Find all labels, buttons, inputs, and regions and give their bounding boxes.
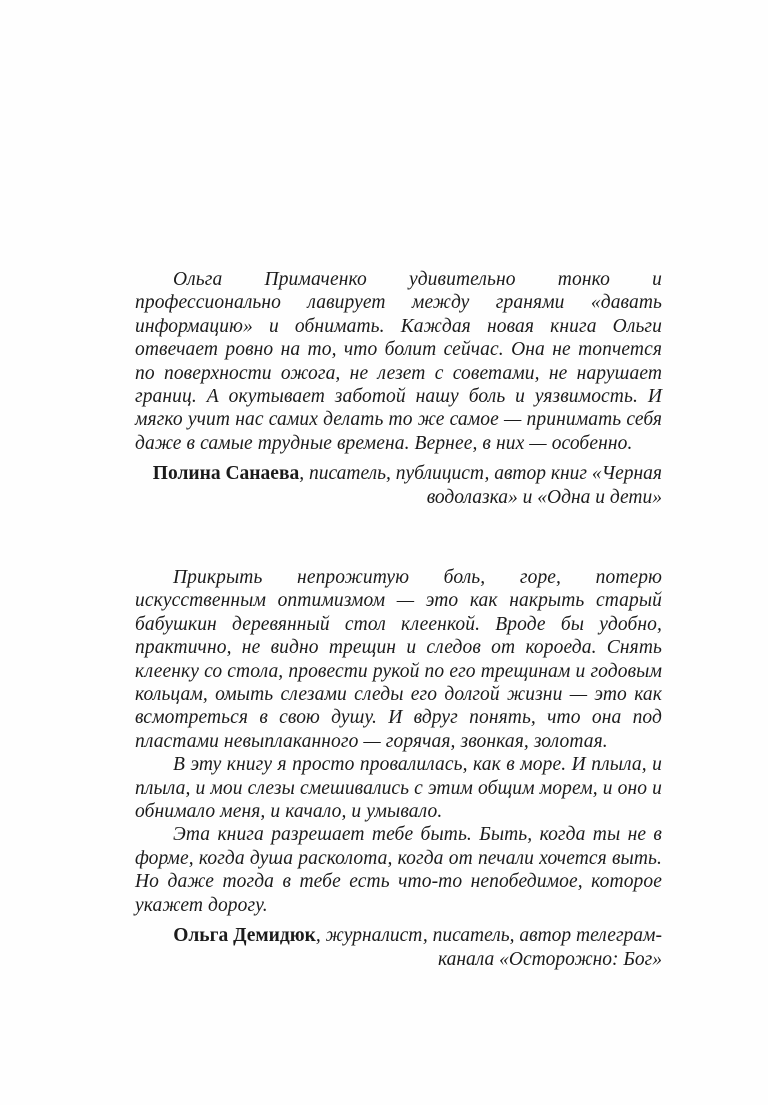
review-2-author-description: , журналист, писатель, автор телеграм-канала «Осторожно: Бог» — [315, 925, 662, 970]
review-2-attribution — [135, 924, 662, 971]
review-block-1 — [135, 268, 662, 509]
review-2-paragraph-3: Эта книга разрешает тебе быть. Быть, когда ты не в форме, когда душа расколота, когда от печали хочется выть. Но даже тогда в тебе есть что-то непобедимое, которое укажет дорогу. — [135, 824, 662, 916]
review-1-author-name: Полина Санаева — [152, 463, 300, 485]
review-2-paragraph-1: Прикрыть непрожитую боль, горе, потерю искусственным оптимизмом — это как накрыть старый бабушкин деревянный стол клеенкой. Вроде бы удобно, практично, не видно трещин и следов от короеда. Снять клеенку со стола, провести рукой по его трещинам и годовым кольцам, омыть слезами следы его долгой жизни — это как всмотреться в свою душу. И вдруг понять, что она под пластами невыплаканного — горячая, звонкая, золотая. — [135, 567, 662, 752]
review-2-paragraph-2: В эту книгу я просто провалилась, как в море. И плыла, и плыла, и мои слезы смешивались с этим общим морем, и оно и обнимало меня, и качало, и умывало. — [135, 754, 662, 823]
review-block-2 — [135, 566, 662, 971]
review-1-author-description: , писатель, публицист, автор книг «Черная водолазка» и «Одна и дети» — [299, 463, 662, 508]
review-2-author-name: Ольга Демидюк — [173, 925, 316, 947]
review-1-paragraph-1: Ольга Примаченко удивительно тонко и профессионально лавирует между гранями «давать информацию» и обнимать. Каждая новая книга Ольги отвечает ровно на то, что болит сейчас. Она не топчется по поверхности ожога, не лезет с советами, не нарушает границ. А окутывает заботой нашу боль и уязвимость. И мягко учит нас самих делать то же самое — принимать себя даже в самые трудные времена. Вернее, в них — особенно. — [135, 269, 662, 454]
review-1-attribution — [135, 462, 662, 509]
